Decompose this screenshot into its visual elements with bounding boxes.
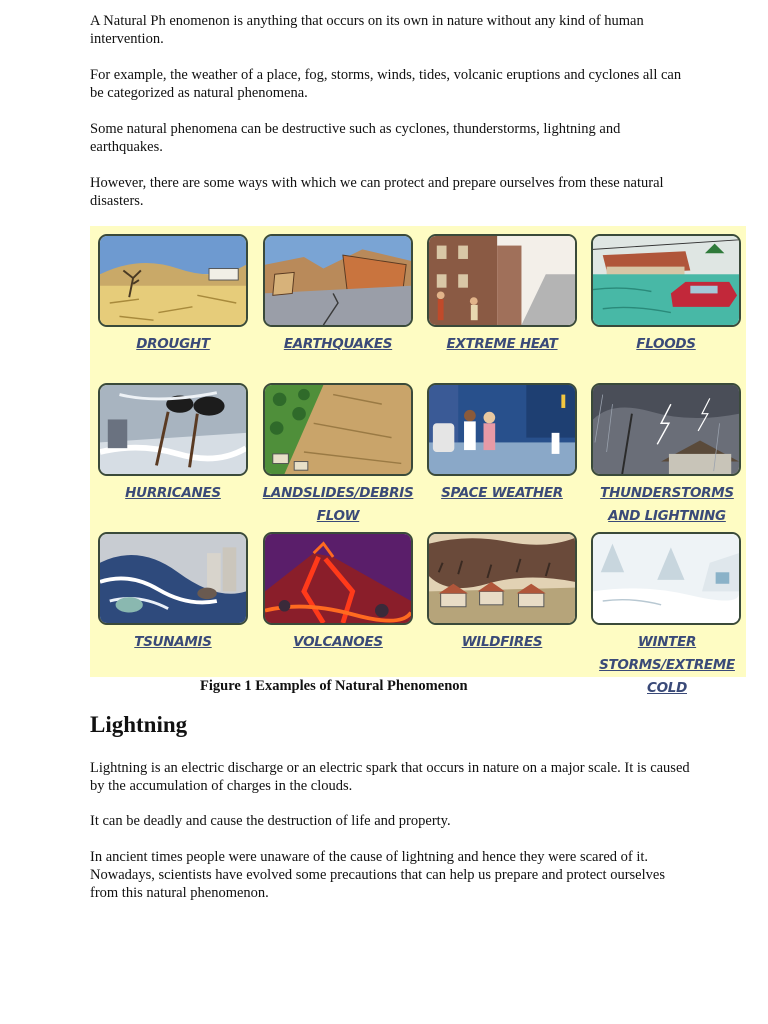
drought-label: DROUGHT: [136, 336, 210, 352]
tsunamis-illustration: [98, 532, 248, 625]
drought-illustration: [98, 234, 248, 327]
space-weather-label: SPACE WEATHER: [441, 485, 563, 501]
section-heading: Lightning: [90, 712, 188, 737]
landslides-label: LANDSLIDES/DEBRIS FLOW: [262, 485, 414, 524]
hurricanes-illustration: [98, 383, 248, 476]
figure-caption: Figure 1 Examples of Natural Phenomenon: [200, 678, 468, 694]
lightning-history-paragraph: In ancient times people were unaware of the cause of lightning and hence they were scared of it. Nowadays, scientists have evolved some precautions that can help us prepare and protect ourselves from this natural phenomenon.: [90, 849, 665, 901]
tsunamis-label: TSUNAMIS: [134, 634, 212, 650]
landslides-illustration: [263, 383, 413, 476]
protection-paragraph: However, there are some ways with which we can protect and prepare ourselves from these natural disasters.: [90, 175, 664, 209]
space-weather-illustration: [427, 383, 577, 476]
thunderstorms-illustration: [591, 383, 741, 476]
lightning-definition-paragraph: Lightning is an electric discharge or an electric spark that occurs in nature on a major scale. It is caused by the accumulation of charges in the clouds.: [90, 760, 690, 794]
floods-illustration: [591, 234, 741, 327]
earthquakes-illustration: [263, 234, 413, 327]
hurricanes-label: HURRICANES: [125, 485, 221, 501]
winter-storms-illustration: [591, 532, 741, 625]
floods-label: FLOODS: [636, 336, 696, 352]
volcanoes-illustration: [263, 532, 413, 625]
wildfires-illustration: [427, 532, 577, 625]
example-paragraph: For example, the weather of a place, fog, storms, winds, tides, volcanic eruptions and cyclones all can be categorized as natural phenomena.: [90, 67, 682, 101]
lightning-danger-paragraph: It can be deadly and cause the destruction of life and property.: [90, 813, 451, 829]
earthquakes-label: EARTHQUAKES: [283, 336, 393, 352]
winter-storms-label: WINTER STORMS/EXTREME COLD: [599, 634, 735, 696]
volcanoes-label: VOLCANOES: [293, 634, 383, 650]
extreme-heat-label: EXTREME HEAT: [446, 336, 558, 352]
wildfires-label: WILDFIRES: [461, 634, 543, 650]
extreme-heat-illustration: [427, 234, 577, 327]
destructive-paragraph: Some natural phenomena can be destructive such as cyclones, thunderstorms, lightning and earthquakes.: [90, 121, 621, 155]
thunderstorms-label: THUNDERSTORMS AND LIGHTNING: [600, 485, 734, 524]
intro-paragraph: A Natural Ph enomenon is anything that occurs on its own in nature without any kind of human intervention.: [90, 13, 644, 47]
